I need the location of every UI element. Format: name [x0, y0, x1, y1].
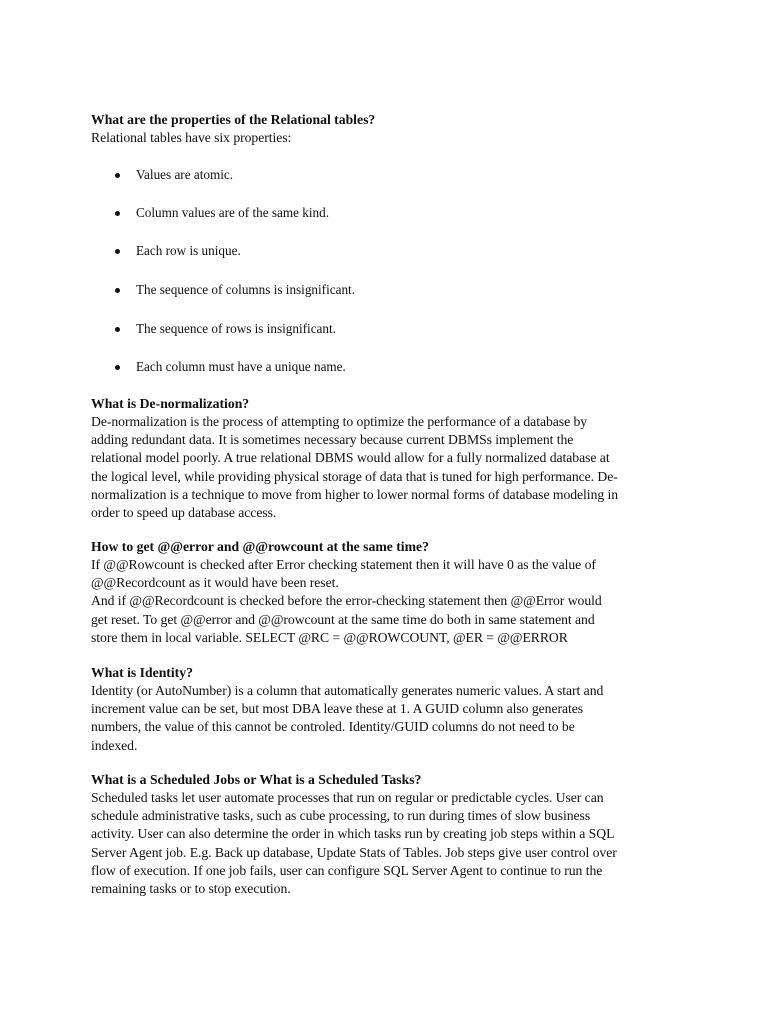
heading-relational-properties: What are the properties of the Relational tables? — [91, 112, 376, 127]
bullet-text: The sequence of rows is insignificant. — [136, 321, 336, 336]
error-rowcount-paragraph — [91, 556, 691, 647]
bullet-text: Each column must have a unique name. — [136, 359, 346, 374]
paragraph-line: activity. User can also determine the order in which tasks run by creating job steps within a SQL — [91, 826, 615, 842]
paragraph-line: Identity (or AutoNumber) is a column that automatically generates numeric values. A start and — [91, 683, 604, 698]
paragraph-line: numbers, the value of this cannot be controled. Identity/GUID columns do not need to be — [91, 719, 575, 735]
paragraph-line: increment value can be set, but most DBA leave these at 1. A GUID column also generates — [91, 701, 584, 717]
paragraph-line: De-normalization is the process of attempting to optimize the performance of a database by — [91, 414, 588, 429]
bullet-text: The sequence of columns is insignificant. — [136, 282, 356, 297]
paragraph-line: the logical level, while providing physical storage of data that is tuned for high performance. De- — [91, 468, 618, 484]
heading-identity: What is Identity? — [91, 665, 193, 680]
paragraph-line: flow of execution. If one job fails, user can configure SQL Server Agent to continue to run the — [91, 862, 603, 878]
bullet-icon — [115, 327, 120, 332]
heading-scheduled-jobs: What is a Scheduled Jobs or What is a Scheduled Tasks? — [91, 772, 422, 787]
denormalization-paragraph — [91, 413, 691, 522]
paragraph-line: And if @@Recordcount is checked before the error-checking statement then @@Error would — [91, 593, 602, 609]
bullet-icon — [115, 211, 120, 216]
heading-denormalization: What is De-normalization? — [91, 396, 250, 411]
bullet-text: Each row is unique. — [136, 243, 241, 258]
paragraph-line: Server Agent job. E.g. Back up database, Update Stats of Tables. Job steps give user control over — [91, 844, 617, 860]
bullet-icon — [115, 249, 120, 254]
paragraph-line: Scheduled tasks let user automate processes that run on regular or predictable cycles. User can — [91, 790, 604, 805]
paragraph-line: remaining tasks or to stop execution. — [91, 881, 291, 897]
paragraph-line: relational model poorly. A true relational DBMS would allow for a fully normalized database at — [91, 450, 610, 466]
paragraph-line: If @@Rowcount is checked after Error checking statement then it will have 0 as the value of — [91, 557, 596, 572]
paragraph-line: store them in local variable. SELECT @RC = @@ROWCOUNT, @ER = @@ERROR — [91, 629, 568, 645]
bullet-icon — [115, 288, 120, 293]
bullet-icon — [115, 173, 120, 178]
bullet-icon — [115, 365, 120, 370]
paragraph-line: order to speed up database access. — [91, 505, 277, 521]
scheduled-jobs-paragraph — [91, 789, 691, 898]
bullet-text: Column values are of the same kind. — [136, 205, 330, 220]
paragraph-line: adding redundant data. It is sometimes necessary because current DBMSs implement the — [91, 432, 574, 448]
identity-paragraph — [91, 682, 691, 755]
paragraph-line: schedule administrative tasks, such as cube processing, to run during times of slow business — [91, 808, 591, 824]
paragraph-line: @@Recordcount as it would have been reset. — [91, 575, 339, 591]
heading-error-rowcount: How to get @@error and @@rowcount at the same time? — [91, 539, 429, 554]
paragraph-line: indexed. — [91, 737, 138, 753]
bullet-text: Values are atomic. — [136, 167, 234, 182]
relational-intro — [91, 129, 691, 147]
paragraph-line: normalization is a technique to move from higher to lower normal forms of database modeling in — [91, 486, 619, 502]
relational-intro-line: Relational tables have six properties: — [91, 130, 292, 145]
paragraph-line: get reset. To get @@error and @@rowcount at the same time do both in same statement and — [91, 611, 595, 627]
